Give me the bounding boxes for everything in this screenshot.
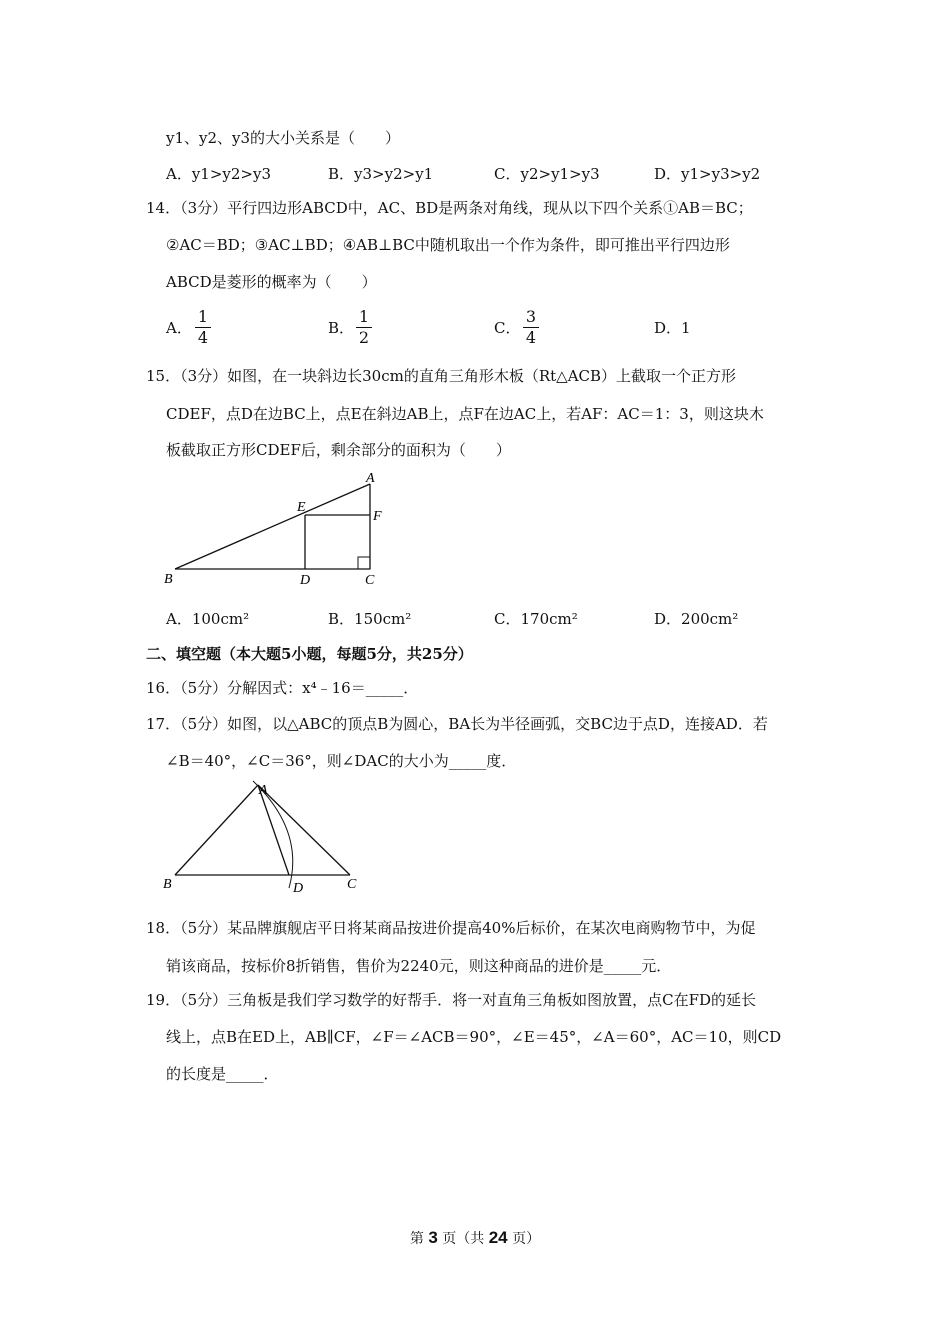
q15-option-d: D．200cm² bbox=[654, 610, 739, 628]
q14-option-c-fraction: 3 4 bbox=[523, 308, 539, 347]
label-c: C bbox=[365, 573, 375, 588]
q17-line2: ∠B＝40°，∠C＝36°，则∠DAC的大小为_____度． bbox=[166, 752, 517, 770]
segment-ac bbox=[258, 785, 350, 875]
page-footer: 第 3 页（共 24 页） bbox=[409, 1228, 541, 1247]
q17-figure bbox=[155, 776, 375, 898]
right-angle-mark bbox=[358, 557, 370, 569]
q14-option-b-label: B． bbox=[328, 319, 355, 337]
q15-line3: 板截取正方形CDEF后，剩余部分的面积为（ ） bbox=[166, 441, 511, 459]
q15-option-a: A．100cm² bbox=[166, 610, 250, 628]
q16-text: 16．（5分）分解因式：x⁴﹣16＝_____． bbox=[146, 679, 419, 697]
q17-line1: 17．（5分）如图，以△ABC的顶点B为圆心，BA长为半径画弧，交BC边于点D，连接AD．若 bbox=[146, 715, 768, 733]
label-a: A bbox=[366, 471, 375, 486]
q14-option-a-fraction: 1 4 bbox=[195, 308, 211, 347]
q19-line3: 的长度是_____． bbox=[166, 1065, 279, 1083]
q14-line1: 14．（3分）平行四边形ABCD中，AC、BD是两条对角线，现从以下四个关系①AB＝BC； bbox=[146, 199, 753, 217]
q15-figure bbox=[160, 468, 400, 590]
q13-option-d: D．y1>y3>y2 bbox=[654, 165, 761, 183]
q14-option-b-fraction: 1 2 bbox=[356, 308, 372, 347]
segment-ab bbox=[175, 484, 370, 569]
q14-option-d: D．1 bbox=[654, 319, 691, 337]
q14-option-a-label: A． bbox=[166, 319, 192, 337]
q19-line1: 19．（5分）三角板是我们学习数学的好帮手．将一对直角三角板如图放置，点C在FD的延长 bbox=[146, 991, 757, 1009]
q14-line3: ABCD是菱形的概率为（ ） bbox=[166, 273, 377, 291]
label-d: D bbox=[293, 881, 304, 896]
label-b: B bbox=[164, 572, 173, 587]
label-e: E bbox=[297, 500, 306, 515]
label-f: F bbox=[373, 509, 382, 524]
q19-line2: 线上，点B在ED上，AB∥CF，∠F＝∠ACB＝90°，∠E＝45°，∠A＝60°，AC＝10，则CD bbox=[166, 1028, 782, 1046]
q18-line1: 18．（5分）某品牌旗舰店平日将某商品按进价提高40%后标价，在某次电商购物节中，为促 bbox=[146, 919, 756, 937]
label-a: A bbox=[259, 783, 268, 798]
q13-stem-tail: y1、y2、y3的大小关系是（ ） bbox=[166, 129, 401, 147]
segment-ad bbox=[258, 785, 289, 875]
q14-option-c-label: C． bbox=[494, 319, 521, 337]
section-heading: 二、填空题（本大题5小题，每题5分，共25分） bbox=[146, 645, 473, 663]
q14-line2: ②AC＝BD；③AC⊥BD；④AB⊥BC中随机取出一个作为条件，即可推出平行四边形 bbox=[166, 236, 730, 254]
q15-option-b: B．150cm² bbox=[328, 610, 412, 628]
q13-option-b: B．y3>y2>y1 bbox=[328, 165, 434, 183]
total-pages: 24 bbox=[488, 1228, 508, 1247]
q15-option-c: C．170cm² bbox=[494, 610, 578, 628]
q15-line2: CDEF，点D在边BC上，点E在斜边AB上，点F在边AC上，若AF：AC＝1：3，则这块木 bbox=[166, 405, 764, 423]
current-page: 3 bbox=[428, 1228, 438, 1247]
label-b: B bbox=[163, 877, 172, 892]
label-d: D bbox=[300, 573, 311, 588]
q15-line1: 15．（3分）如图，在一块斜边长30cm的直角三角形木板（Rt△ACB）上截取一个正方形 bbox=[146, 367, 737, 385]
q13-option-a: A．y1>y2>y3 bbox=[166, 165, 272, 183]
segment-ba bbox=[175, 785, 258, 875]
q13-option-c: C．y2>y1>y3 bbox=[494, 165, 600, 183]
q18-line2: 销该商品，按标价8折销售，售价为2240元，则这种商品的进价是_____元． bbox=[166, 957, 672, 975]
label-c: C bbox=[347, 877, 357, 892]
